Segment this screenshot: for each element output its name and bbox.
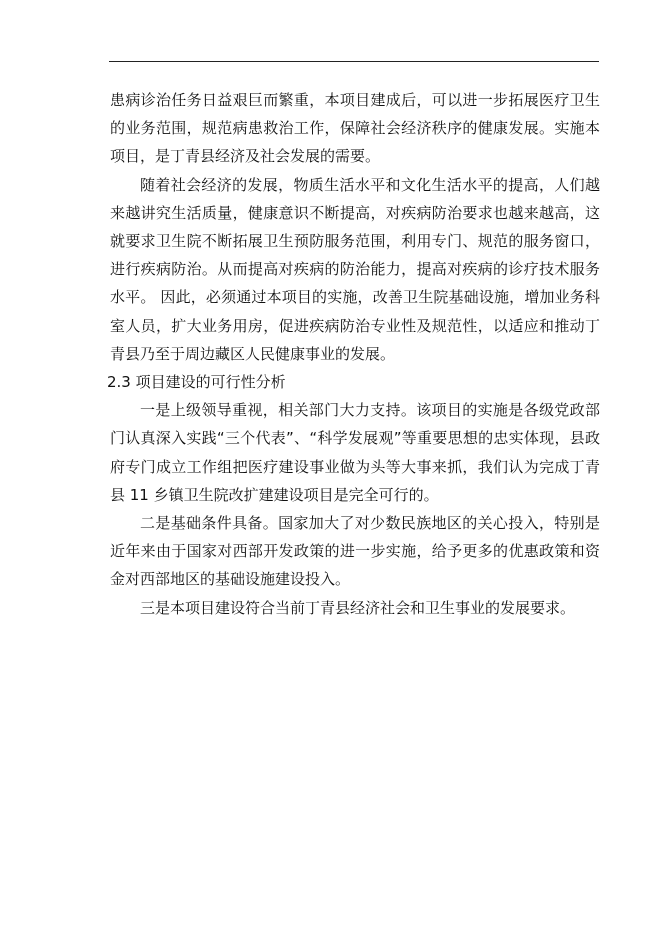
paragraph-point-three: 三是本项目建设符合当前丁青县经济社会和卫生事业的发展要求。 (140, 598, 576, 617)
header-rule (109, 61, 599, 62)
paragraph-point-two: 二是基础条件具备。国家加大了对少数民族地区的关心投入，特别是近年来由于国家对西部开发政策的进一步实施，给予更多的优惠政策和资金对西部地区的基础设施建设投入。 (110, 514, 600, 589)
document-body (107, 86, 600, 622)
section-heading: 2.3 项目建设的可行性分析 (107, 373, 286, 392)
paragraph-point-one: 一是上级领导重视，相关部门大力支持。该项目的实施是各级党政部门认真深入实践“三个代表”、“科学发展观”等重要思想的忠实体现，县政府专门成立工作组把医疗建设事业做为头等大事来抓，我们认为完成丁青县 11 乡镇卫生院改扩建建设项目是完全可行的。 (110, 401, 600, 504)
paragraph-continuation: 患病诊治任务日益艰巨而繁重，本项目建成后，可以进一步拓展医疗卫生的业务范围，规范病患救治工作，保障社会经济秩序的健康发展。实施本项目，是丁青县经济及社会发展的需要。 (110, 91, 600, 166)
paragraph-social-development: 随着社会经济的发展，物质生活水平和文化生活水平的提高，人们越来越讲究生活质量，健康意识不断提高，对疾病防治要求也越来越高，这就要求卫生院不断拓展卫生预防服务范围，利用专门、规范的服务窗口，进行疾病防治。从而提高对疾病的防治能力，提高对疾病的诊疗技术服务水平。 因此，必须通过本项目的实施，改善卫生院基础设施，增加业务科室人员，扩大业务用房，促进疾病防治专业性及规范性，以适应和推动丁青县乃至于周边藏区人民健康事业的发展。 (110, 175, 600, 363)
